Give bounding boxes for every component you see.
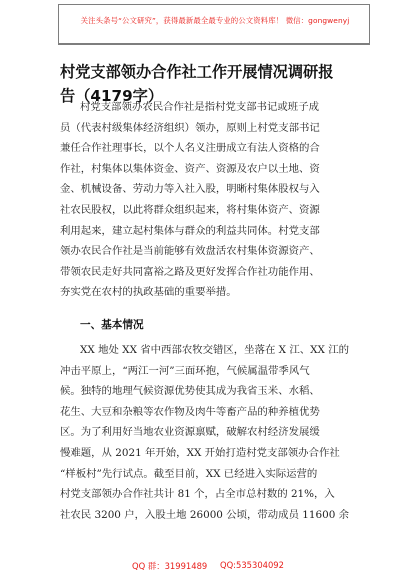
text-line: 兼任合作社理事长，以个人名义注册成立有法人资格的合 (60, 142, 320, 155)
text-line: 村党支部领办合作社共计 81 个，占全市总村数的 21%，入 (60, 488, 335, 501)
header-banner (58, 4, 370, 44)
text-line: XX 地处 XX 省中西部农牧交错区，坐落在 X 江、XX 江的 (80, 344, 350, 356)
section-paragraph (60, 340, 349, 525)
section-heading: 一、基本情况 (80, 319, 144, 331)
qq-contact-text: QQ:535304092 (220, 560, 284, 570)
text-line: 带领农民走好共同富裕之路及更好发挥合作社功能作用、 (60, 265, 320, 278)
intro-paragraph (60, 97, 320, 303)
text-line: “样板村”先行试点。截至目前，XX 已经进入实际运营的 (60, 467, 318, 480)
text-line: 员（代表村级集体经济组织）领办，原则上村党支部书记 (60, 121, 320, 134)
text-line: 社农民 3200 户，入股土地 26000 公顷，带动成员 11600 余 (60, 508, 350, 521)
text-line: 利用起来，建立起村集体与群众的利益共同体。村党支部 (60, 224, 320, 237)
qq-group-text: QQ 群：31991489 (132, 561, 208, 571)
text-line: 区。为了利用好当地农业资源禀赋，破解农村经济发展缓 (60, 426, 320, 439)
text-line: 作社，村集体以集体资金、资产、资源及农户以土地、资 (60, 162, 320, 175)
header-divider (58, 44, 370, 45)
text-line: 候。独特的地理气候资源优势使其成为我省玉米、水稻、 (60, 385, 320, 398)
text-line: 慢难题，从 2021 年开始，XX 开始打造村党支部领办合作社 (60, 446, 340, 459)
banner-text: 关注头条号“公文研究”，获得最新最全最专业的公文资料库！ 微信：gongwenyj (80, 16, 350, 25)
text-line: 花生、大豆和杂粮等农作物及肉牛等畜产品的种养植优势 (60, 405, 320, 418)
text-line: 社农民股权，以此将群众组织起来，将村集体资产、资源 (60, 203, 320, 216)
text-line: 冲击平原上，“两江一河”三面环抱，气候属温带季风气 (60, 364, 310, 377)
title-line-1: 村党支部领办合作社工作开展情况调研报 (60, 63, 334, 81)
text-line: 夯实党在农村的执政基础的重要举措。 (60, 286, 237, 299)
text-line: 村党支部领办农民合作社是指村党支部书记或班子成 (80, 101, 319, 113)
text-line: 领办农民合作社是当前能够有效盘活农村集体资源资产、 (60, 245, 320, 258)
title-line-2: 告（4179字） (60, 87, 164, 105)
text-line: 金、机械设备、劳动力等入社入股，明晰村集体股权与入 (60, 183, 320, 196)
